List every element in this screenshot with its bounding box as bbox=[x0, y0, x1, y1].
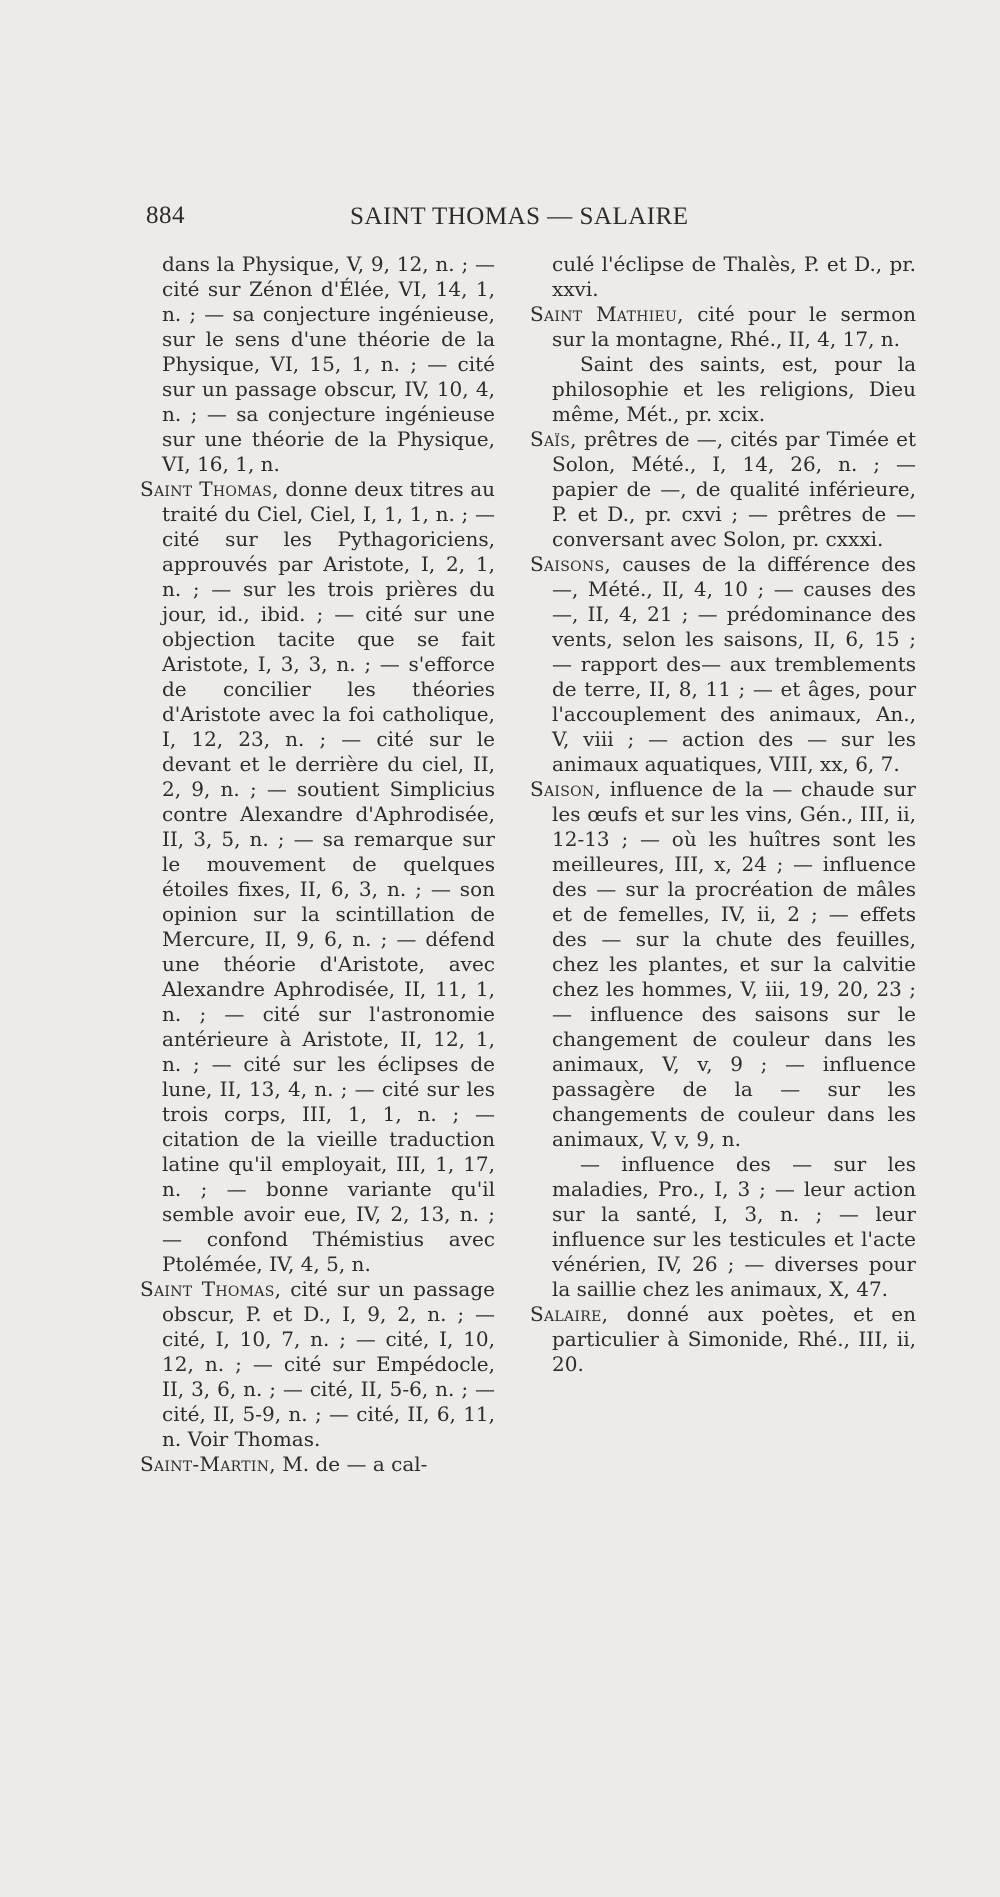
index-entry-saint-thomas-2 bbox=[140, 1277, 495, 1452]
entry-continuation: culé l'éclipse de Thalès, P. et D., pr. xxvi. bbox=[552, 252, 916, 301]
subentry-influence: — influence des — sur les maladies, Pro., I, 3 ; — leur action sur la santé, I, 3, n. ; — leur influence sur les testicules et l'acte vénérien, IV, 26 ; — diverses pour la saillie chez les animaux, X, 47. bbox=[552, 1152, 916, 1301]
index-entry-saisons bbox=[530, 552, 916, 777]
entry-text: donne deux titres au traité du Ciel, Ciel, I, 1, 1, n. ; — cité sur les Pythagoriciens, approuvés par Aristote, I, 2, 1, n. ; — sur les trois prières du jour, id., ibid. ; — cité sur une objection tacite que se fait Aristote, I, 3, 3, n. ; — s'efforce de concilier les théories d'Aristote avec la foi catholique, I, 12, 23, n. ; — cité sur le devant et le derrière du ciel, II, 2, 9, n. ; — soutient Simplicius contre Alexandre d'Aphrodisée, II, 3, 5, n. ; — sa remarque sur le mouvement de quelques étoiles fixes, II, 6, 3, n. ; — son opinion sur la scintillation de Mercure, II, 9, 6, n. ; — défend une théorie d'Aristote, avec Alexandre Aphrodisée, II, 11, 1, n. ; — cité sur l'astronomie antérieure à Aristote, II, 12, 1, n. ; — cité sur les éclipses de lune, II, 13, 4, n. ; — cité sur les trois corps, III, 1, 1, n. ; — citation de la vieille traduction latine qu'il employait, III, 1, 17, n. ; — bonne variante qu'il semble avoir eue, IV, 2, 13, n. ; — confond Thémistius avec Ptolémée, IV, 4, 5, n. bbox=[162, 477, 495, 1276]
entry-text: M. de — a cal- bbox=[275, 1452, 428, 1476]
page-number: 884 bbox=[146, 202, 185, 229]
right-column bbox=[530, 252, 916, 1377]
entry-text: donné aux poètes, et en particulier à Simonide, Rhé., III, ii, 20. bbox=[552, 1302, 916, 1376]
headword: Saisons, bbox=[530, 552, 612, 576]
index-entry-saint-mathieu bbox=[530, 302, 916, 352]
entry-text: cité pour le sermon sur la montagne, Rhé., II, 4, 17, n. bbox=[552, 302, 917, 351]
index-entry-saison bbox=[530, 777, 916, 1152]
headword: Saïs, bbox=[530, 427, 577, 451]
running-title: SAINT THOMAS — SALAIRE bbox=[350, 203, 689, 230]
entry-text: prêtres de —, cités par Timée et Solon, Mété., I, 14, 26, n. ; — papier de —, de qualité inférieure, P. et D., pr. cxvi ; — prêtres de — conversant avec Solon, pr. cxxxi. bbox=[552, 427, 916, 551]
entry-text: cité sur un passage obscur, P. et D., I, 9, 2, n. ; — cité, I, 10, 7, n. ; — cité, I, 10, 12, n. ; — cité sur Empédocle, II, 3, 6, n. ; — cité, II, 5-6, n. ; — cité, II, 5-9, n. ; — cité, II, 6, 11, n. Voir Thomas. bbox=[162, 1277, 495, 1451]
headword: Saint Thomas, bbox=[140, 1277, 282, 1301]
headword: Salaire, bbox=[530, 1302, 609, 1326]
entry-text: causes de la différence des —, Mété., II, 4, 10 ; — causes des —, II, 4, 21 ; — prédominance des vents, selon les saisons, II, 6, 15 ; — rapport des— aux tremblements de terre, II, 8, 11 ; — et âges, pour l'accouplement des animaux, An., V, viii ; — action des — sur les animaux aquatiques, VIII, xx, 6, 7. bbox=[552, 552, 916, 776]
entry-continuation: dans la Physique, V, 9, 12, n. ; — cité sur Zénon d'Élée, VI, 14, 1, n. ; — sa conjecture ingénieuse, sur le sens d'une théorie de la Physique, VI, 15, 1, n. ; — cité sur un passage obscur, IV, 10, 4, n. ; — sa conjecture ingénieuse sur une théorie de la Physique, VI, 16, 1, n. bbox=[162, 252, 495, 476]
index-entry-saint-martin bbox=[140, 1452, 495, 1477]
entry-text: influence de la — chaude sur les œufs et sur les vins, Gén., III, ii, 12-13 ; — où les huîtres sont les meilleures, III, x, 24 ; — influence des — sur la procréation de mâles et de femelles, IV, ii, 2 ; — effets des — sur la chute des feuilles, chez les plantes, et sur la calvitie chez les hommes, V, iii, 19, 20, 23 ; — influence des saisons sur le changement de couleur dans les animaux, V, v, 9 ; — influence passagère de la — sur les changements de couleur dans les animaux, V, v, 9, n. bbox=[552, 777, 916, 1151]
headword: Saison, bbox=[530, 777, 602, 801]
subentry-saint-des-saints: Saint des saints, est, pour la philosophie et les religions, Dieu même, Mét., pr. xcix. bbox=[552, 352, 916, 426]
index-entry-saint-thomas bbox=[140, 477, 495, 1277]
headword: Saint-Martin, bbox=[140, 1452, 276, 1476]
headword: Saint Thomas, bbox=[140, 477, 279, 501]
left-column bbox=[140, 252, 495, 1477]
index-entry-salaire bbox=[530, 1302, 916, 1377]
index-entry-sais bbox=[530, 427, 916, 552]
headword: Saint Mathieu, bbox=[530, 302, 684, 326]
